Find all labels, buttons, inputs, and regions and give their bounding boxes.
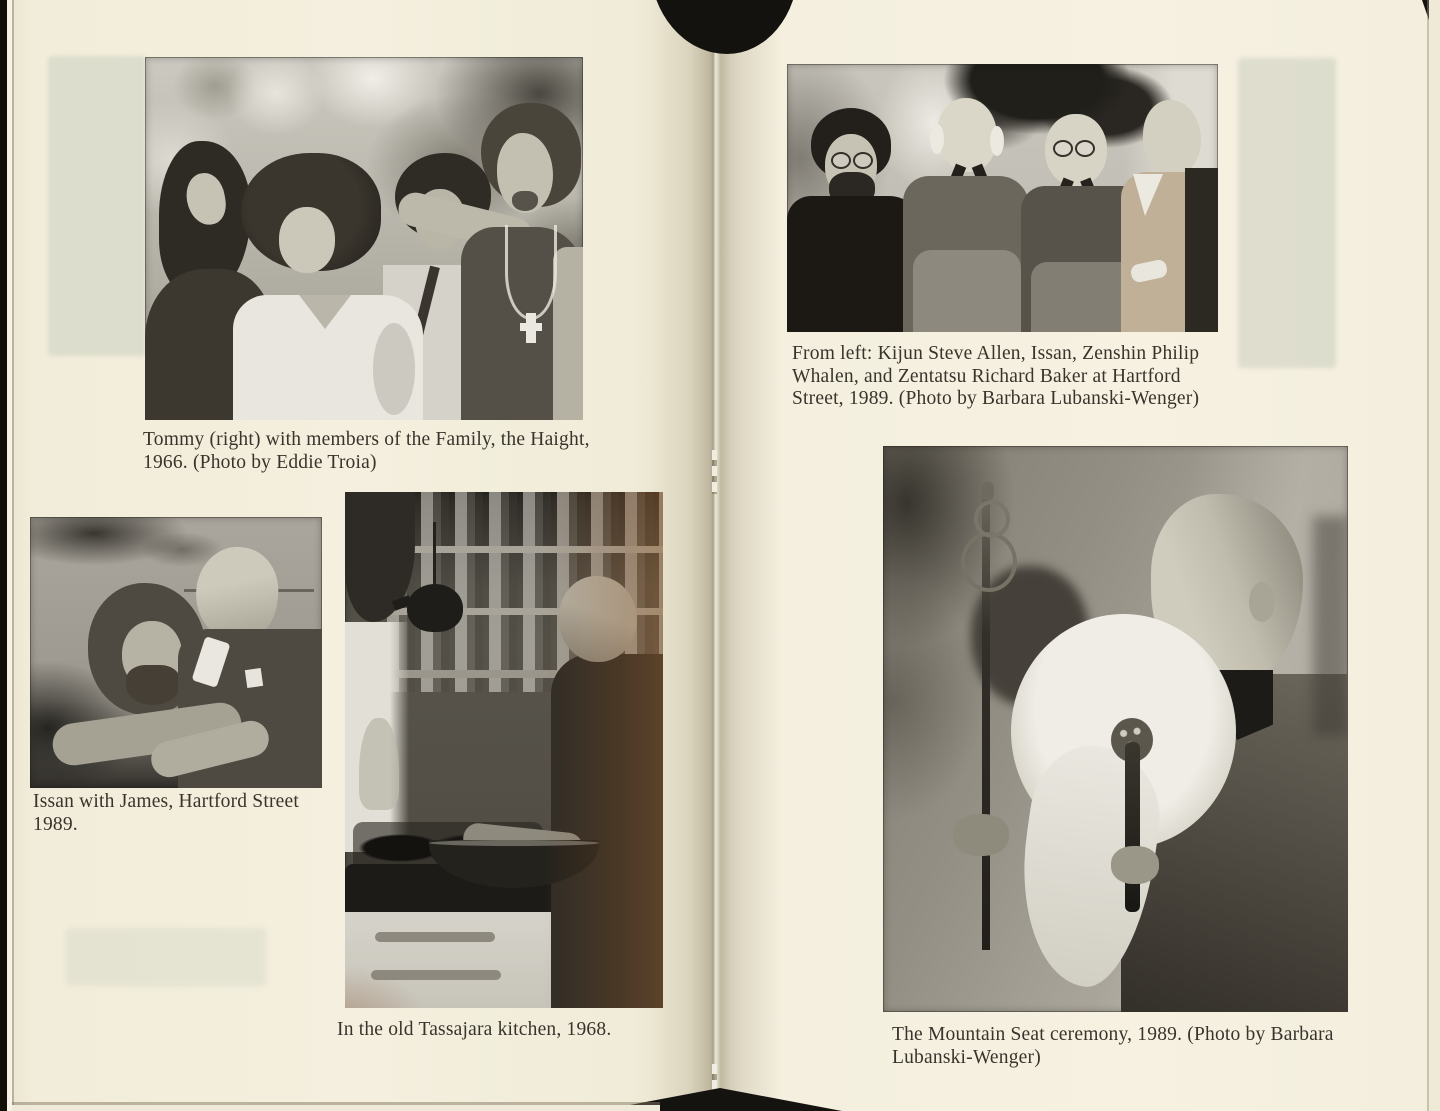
man-2-head	[937, 98, 997, 172]
binding-stitches	[712, 450, 717, 494]
hand-on-staff	[953, 814, 1009, 856]
man-2-folded-robe	[913, 250, 1021, 332]
cook-body	[551, 654, 663, 1008]
hand-on-whisk	[1111, 846, 1159, 884]
photo-issan-james	[30, 517, 322, 788]
page-showthrough	[48, 56, 146, 356]
pocket-square	[245, 668, 263, 688]
person-4-arm	[553, 247, 583, 420]
caption-tassajara-kitchen: In the old Tassajara kitchen, 1968.	[337, 1019, 612, 1040]
staff-finial-rings	[961, 532, 1017, 592]
photo-mountain-seat	[883, 446, 1348, 1012]
page-edge-right	[1429, 0, 1440, 1111]
person-2-tshirt	[233, 295, 423, 420]
page-showthrough	[1238, 58, 1336, 368]
page-edge-bottom	[12, 1105, 660, 1111]
caption-issan-james: Issan with James, Hartford Street 1989.	[33, 791, 299, 835]
photo-hartford-group	[787, 64, 1218, 332]
hanging-kettle	[407, 584, 463, 632]
glass-jug	[359, 718, 399, 810]
person-2-face	[279, 207, 335, 273]
caption-hartford-group: From left: Kijun Steve Allen, Issan, Zenshin Philip Whalen, and Zentatsu Richard Baker at Hartford Street, 1989. (Photo by Barbara Lubanski-Wenger)	[792, 343, 1200, 410]
page-showthrough	[66, 928, 266, 986]
man-4-drape	[1185, 168, 1218, 332]
caption-mountain-seat: The Mountain Seat ceremony, 1989. (Photo by Barbara Lubanski-Wenger)	[892, 1024, 1334, 1068]
book-edge-left	[0, 0, 7, 1111]
photo-tassajara-kitchen	[345, 492, 663, 1008]
cook-head	[559, 576, 637, 662]
james-beard	[126, 665, 180, 705]
caption-family-haight: Tommy (right) with members of the Family, the Haight, 1966. (Photo by Eddie Troia)	[143, 429, 590, 473]
man-4-head	[1143, 100, 1201, 176]
blurred-figure-right	[1313, 516, 1348, 736]
glasses-icon	[1053, 140, 1073, 157]
page-edge-left-line	[12, 0, 14, 1111]
person-4-face	[497, 133, 553, 213]
stove-front	[345, 912, 555, 1008]
photo-family-haight	[145, 57, 583, 420]
glasses-icon	[831, 152, 851, 169]
necklace-cross	[505, 225, 557, 320]
whisk-handle	[1125, 742, 1140, 912]
